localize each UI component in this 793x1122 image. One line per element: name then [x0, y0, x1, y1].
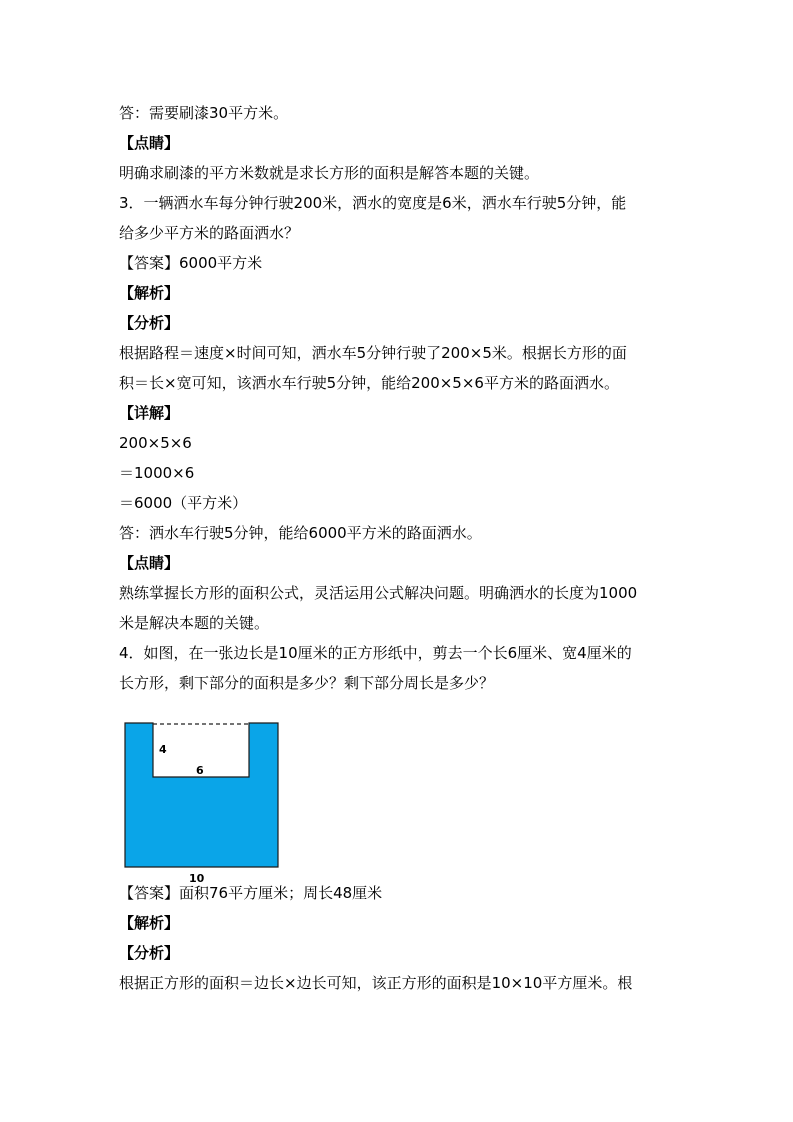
text-line: 【分析】: [119, 314, 180, 332]
text-line: ＝1000×6: [119, 464, 195, 482]
text-line: 3．一辆洒水车每分钟行驶200米，洒水的宽度是6米，洒水车行驶5分钟，能: [119, 194, 627, 212]
text-line: 【解析】: [119, 914, 180, 932]
text-line: 积＝长×宽可知，该洒水车行驶5分钟，能给200×5×6平方米的路面洒水。: [119, 374, 619, 392]
text-line: ＝6000（平方米）: [119, 494, 248, 512]
text-line: 【答案】面积76平方厘米；周长48厘米: [119, 884, 383, 902]
text-line: 长方形，剩下部分的面积是多少？剩下部分周长是多少？: [119, 674, 495, 692]
text-line: 【解析】: [119, 284, 180, 302]
cut-square-figure: [123, 721, 283, 885]
text-line: 给多少平方米的路面洒水？: [119, 224, 300, 242]
text-line: 明确求刷漆的平方米数就是求长方形的面积是解答本题的关键。: [119, 164, 540, 182]
text-line: 答：洒水车行驶5分钟，能给6000平方米的路面洒水。: [119, 524, 482, 542]
cut-length-label: 6: [196, 764, 204, 777]
text-line: 200×5×6: [119, 434, 192, 452]
text-line: 【点睛】: [119, 554, 180, 572]
text-line: 米是解决本题的关键。: [119, 614, 270, 632]
remaining-paper-shape: [125, 723, 278, 867]
text-line: 根据正方形的面积＝边长×边长可知，该正方形的面积是10×10平方厘米。根: [119, 974, 633, 992]
text-line: 熟练掌握长方形的面积公式，灵活运用公式解决问题。明确洒水的长度为1000: [119, 584, 638, 602]
text-line: 【分析】: [119, 944, 180, 962]
square-side-label: 10: [189, 872, 205, 885]
text-line: 【答案】6000平方米: [119, 254, 263, 272]
text-line: 答：需要刷漆30平方米。: [119, 104, 289, 122]
text-line: 根据路程＝速度×时间可知，洒水车5分钟行驶了200×5米。根据长方形的面: [119, 344, 627, 362]
cut-width-label: 4: [159, 743, 167, 756]
text-line: 4．如图，在一张边长是10厘米的正方形纸中，剪去一个长6厘米、宽4厘米的: [119, 644, 632, 662]
text-line: 【点睛】: [119, 134, 180, 152]
text-line: 【详解】: [119, 404, 180, 422]
